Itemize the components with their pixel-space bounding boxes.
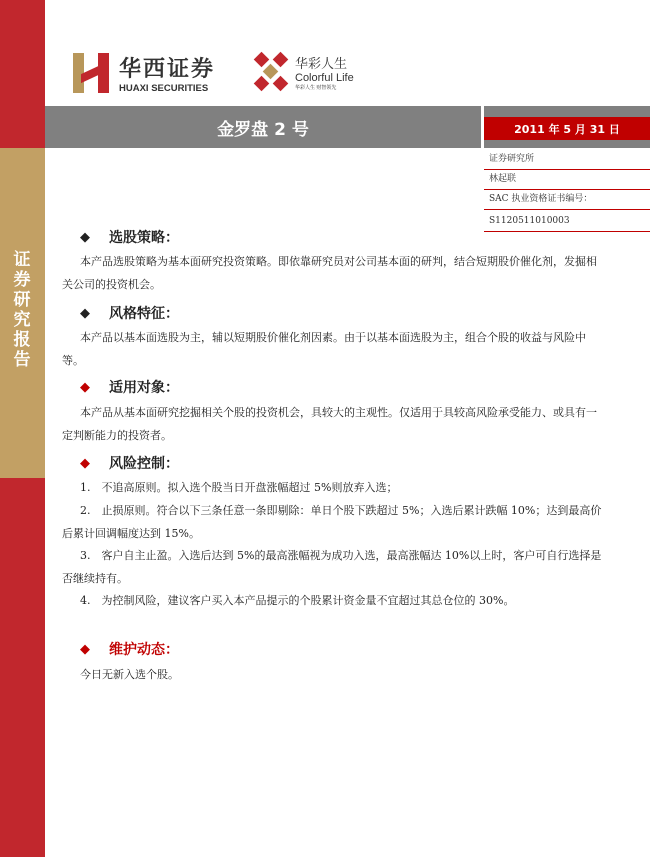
info-analyst: 林起联: [484, 170, 650, 190]
life-name-en: Colorful Life: [295, 72, 354, 84]
info-sac-number: S1120511010003: [484, 212, 650, 232]
diamond-icon: ◆: [80, 305, 90, 321]
section-paragraph: 今日无新入选个股。: [80, 668, 179, 681]
diamond-icon: ◆: [80, 229, 90, 245]
list-item: 3. 客户自主止盈。入选后达到 5%的最高涨幅视为成功入选，最高涨幅达 10%以上时，客户可自行选择是否继续持有。: [62, 549, 602, 585]
section-paragraph: 本产品以基本面选股为主，辅以短期股价催化剂因素。由于以基本面选股为主，组合个股的收益与风险中等。: [62, 331, 586, 367]
huaxi-name-cn: 华西证券: [119, 57, 216, 82]
huaxi-h-icon: [73, 53, 109, 93]
section-heading: ◆ 选股策略：: [80, 229, 179, 246]
info-dept: 证券研究所: [484, 150, 650, 170]
huaxi-name-en: HUAXI SECURITIES: [119, 83, 209, 94]
list-item: 2. 止损原则。符合以下三条任意一条即剔除：单日个股下跌超过 5%；入选后累计跌幅 10%；达到最高价后累计回调幅度达到 15%。: [62, 504, 602, 540]
colorful-life-logo: [253, 50, 354, 94]
huaxi-logo: [73, 52, 215, 94]
section-heading: ◆ 适用对象：: [80, 379, 179, 396]
section-heading: ◆ 维护动态：: [80, 641, 179, 658]
life-slogan: 华彩人生 财智领先: [295, 85, 337, 91]
section-paragraph: 本产品从基本面研究挖掘相关个股的投资机会，具较大的主观性。仅适用于具较高风险承受能力、或具有一定判断能力的投资者。: [62, 406, 597, 442]
section-heading: ◆ 风险控制：: [80, 455, 179, 472]
star-cluster-icon: [253, 50, 289, 94]
diamond-icon: ◆: [80, 455, 90, 471]
sidebar-red-top: [0, 0, 45, 148]
date-box: [484, 106, 650, 148]
diamond-icon: ◆: [80, 641, 90, 657]
section-paragraph: 本产品选股策略为基本面研究投资策略。即依靠研究员对公司基本面的研判，结合短期股价催化剂，发掘相关公司的投资机会。: [62, 255, 597, 291]
info-sac-label: SAC 执业资格证书编号：: [484, 190, 650, 210]
report-date: 2011 年 5 月 31 日: [484, 117, 650, 140]
list-item: 1. 不追高原则。拟入选个股当日开盘涨幅超过 5%则放弃入选；: [80, 481, 398, 494]
sidebar-red-bottom: [0, 478, 45, 857]
report-title: 金罗盘 2 号: [45, 106, 481, 148]
list-item: 4. 为控制风险，建议客户买入本产品提示的个股累计资金量不宜超过其总仓位的 30%。: [80, 594, 515, 607]
section-heading: ◆ 风格特征：: [80, 305, 179, 322]
sidebar-label: 证券研究报告: [13, 250, 31, 370]
diamond-icon: ◆: [80, 379, 90, 395]
life-name-cn: 华彩人生: [295, 56, 348, 71]
